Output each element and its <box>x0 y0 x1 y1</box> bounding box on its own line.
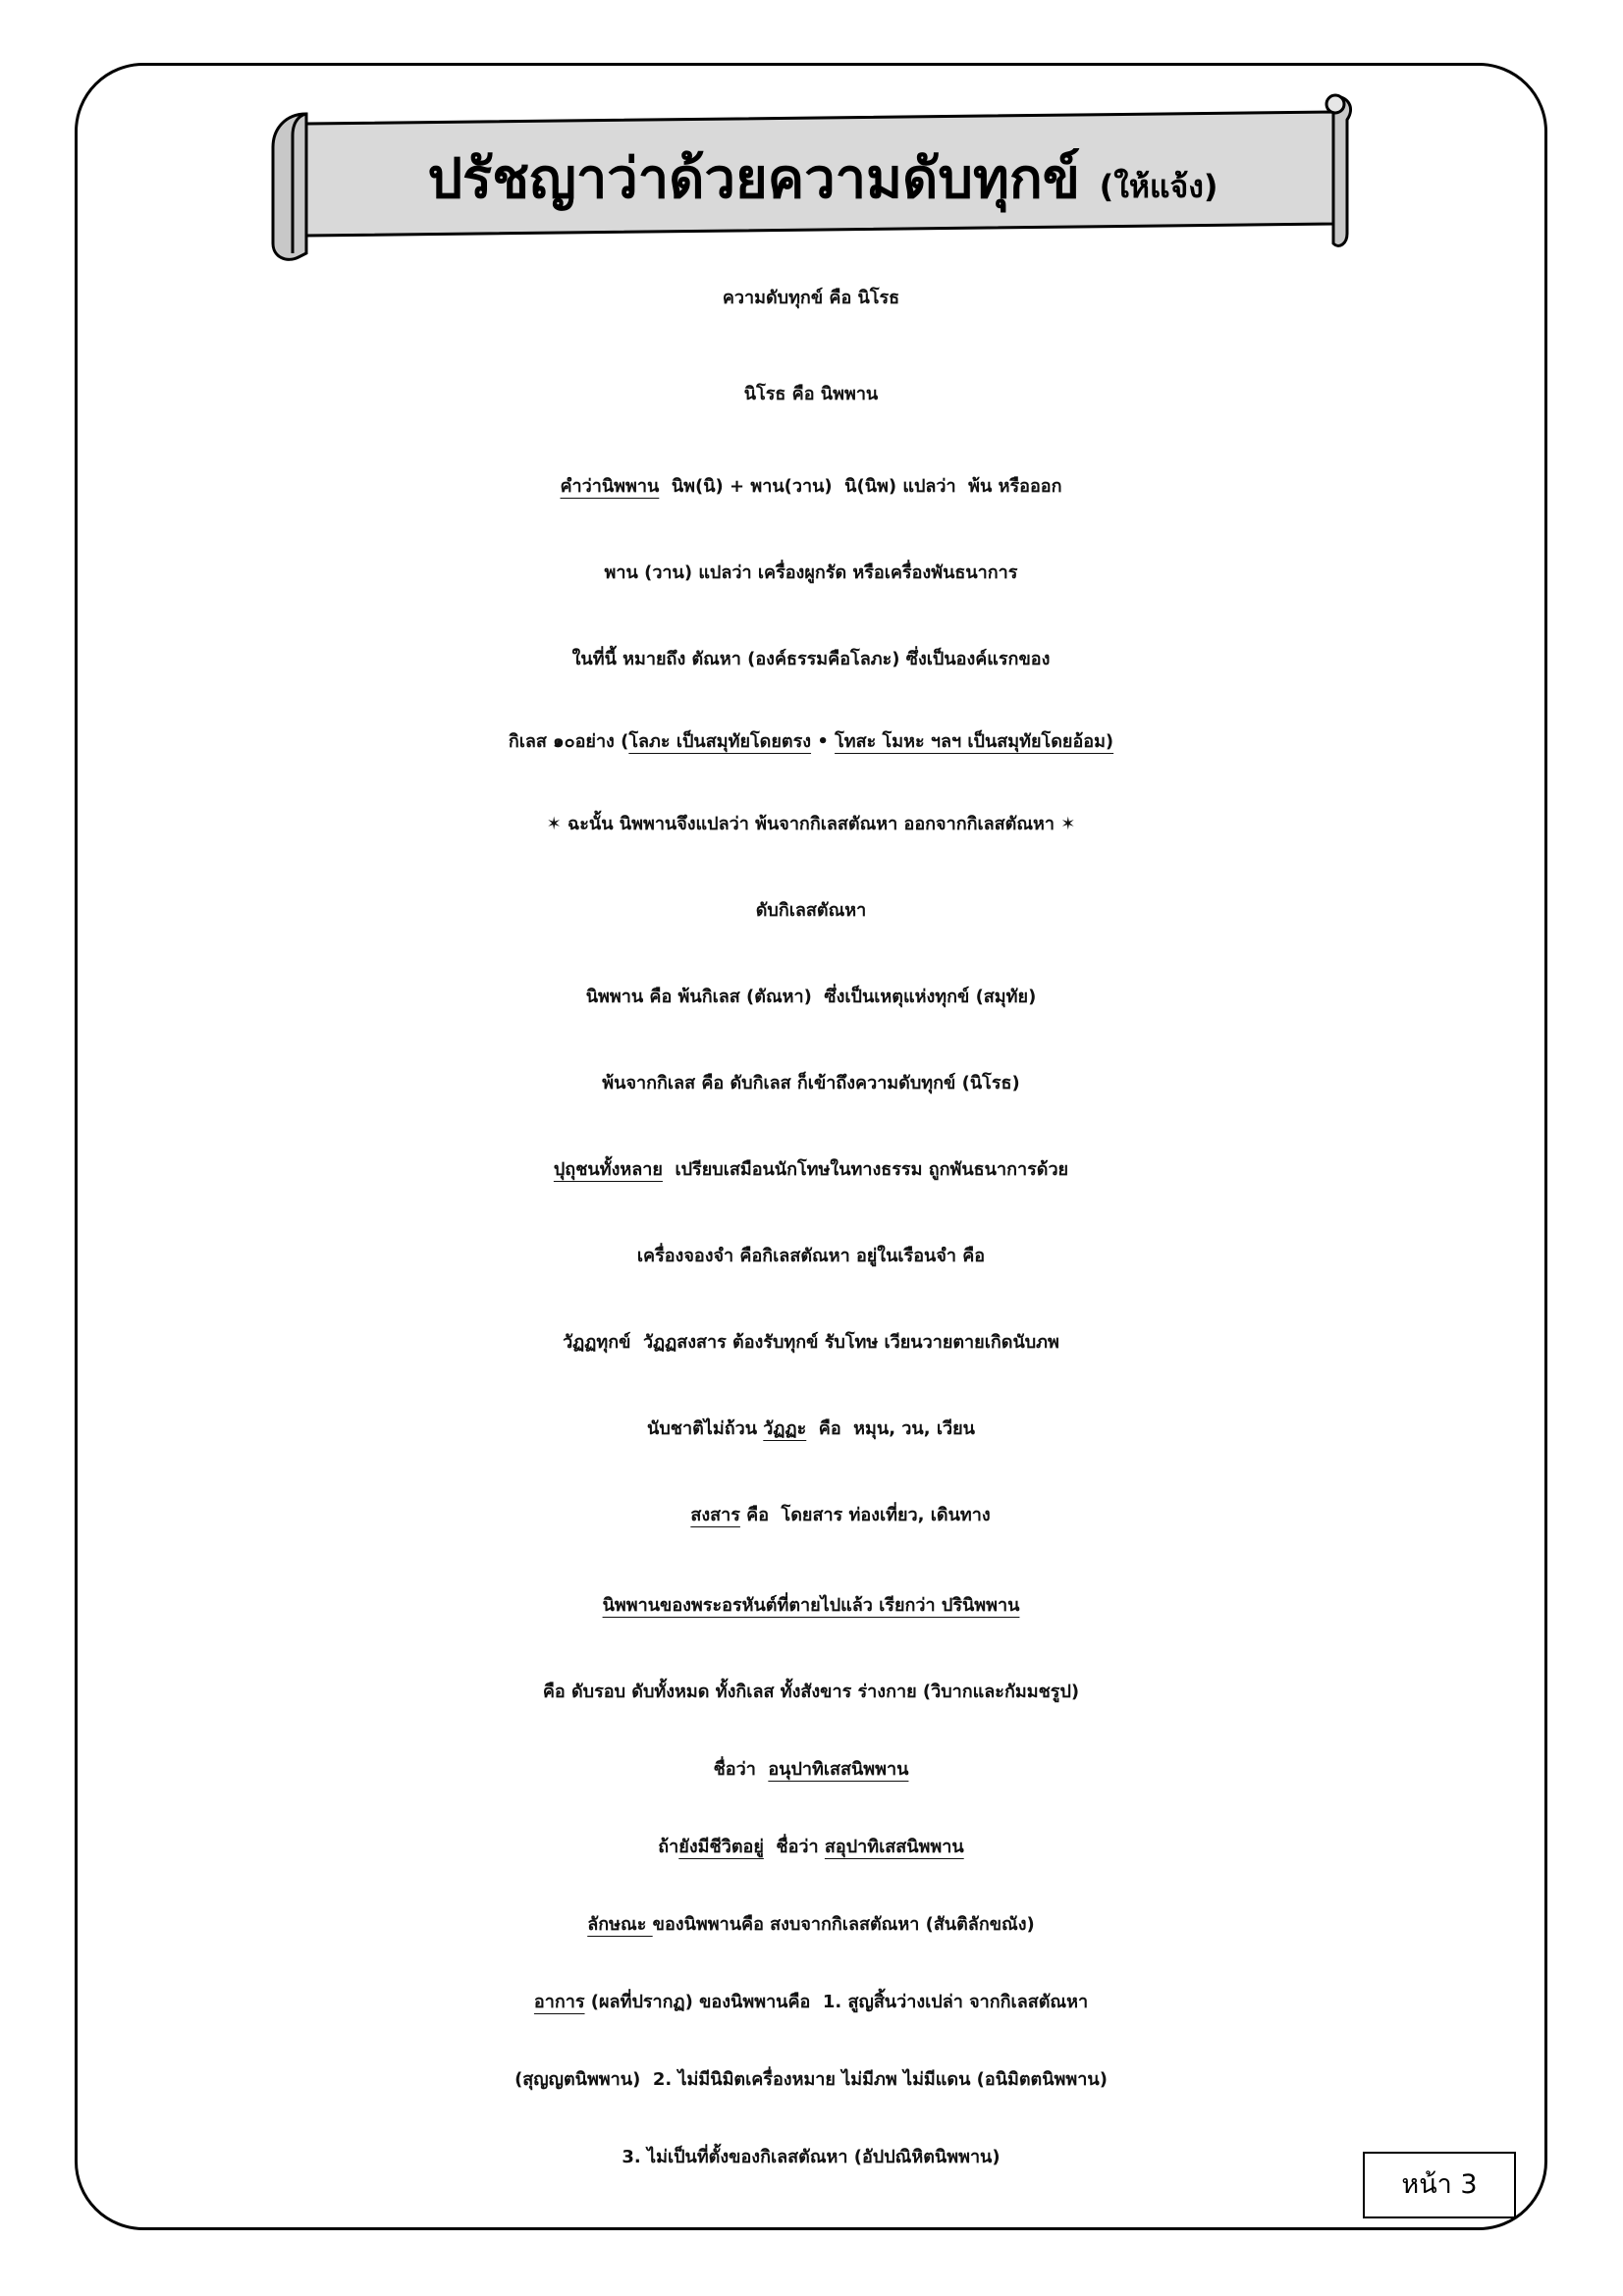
line-text: (ผลที่ปรากฏ) ของนิพพานคือ 1. สูญสิ้นว่างเปล่า จากกิเลสตัณหา <box>584 1992 1089 2012</box>
text-line <box>98 346 1524 444</box>
text-line <box>98 1213 1524 1300</box>
line-text: พ้นจากกิเลส คือ ดับกิเลส ก็เข้าถึงความดับทุกข์ (นิโรธ) <box>602 1073 1020 1094</box>
line-text: ชื่อว่า <box>713 1759 769 1780</box>
underlined-heading: นิพพานของพระอรหันต์ที่ตายไปแล้ว เรียกว่า ปรินิพพาน <box>602 1595 1020 1616</box>
underlined-term: อาการ <box>533 1992 585 2012</box>
line-text: นิโรธ คือ นิพพาน <box>743 384 879 404</box>
line-text: เปรียบเสมือนนักโทษในทางธรรม ถูกพันธนาการด้วย <box>662 1159 1069 1180</box>
page-title <box>371 140 1274 226</box>
text-line <box>98 954 1524 1041</box>
underlined-term: ลักษณะ <box>587 1914 653 1935</box>
line-text: คือ หมุน, วน, เวียน <box>806 1418 975 1439</box>
line-text: วัฏฏทุกข์ วัฏฏสงสาร ต้องรับทุกข์ รับโทษ เวียนวายตายเกิดนับภพ <box>563 1332 1059 1353</box>
text-line <box>98 251 1524 346</box>
text-line <box>98 2118 1524 2196</box>
text-line <box>98 616 1524 703</box>
text-line <box>98 1559 1524 1653</box>
line-text: คือ โดยสาร ท่องเที่ยว, เดินทาง <box>739 1505 991 1525</box>
line-text-with-star-icons: ✶ ฉะนั้น นิพพานจึงแปลว่า พ้นจากกิเลสตัณหา ออกจากกิเลสตัณหา ✶ <box>546 814 1076 834</box>
underlined-term: วัฏฏะ <box>763 1418 807 1439</box>
underlined-term: ยังมีชีวิตอยู่ <box>678 1837 764 1857</box>
page-number-box: หน้า 3 <box>1363 2152 1516 2218</box>
page-title-sub: (ให้แจ้ง) <box>1099 168 1218 205</box>
text-line <box>98 781 1524 868</box>
title-banner <box>263 86 1355 265</box>
line-text: เครื่องจองจำ คือกิเลสตัณหา อยู่ในเรือนจำ คือ <box>636 1246 986 1266</box>
text-line <box>98 1041 1524 1127</box>
line-text: ถ้า <box>658 1837 679 1857</box>
line-text: นิพพาน คือ พ้นกิเลส (ตัณหา) ซึ่งเป็นเหตุแห่งทุกข์ (สมุทัย) <box>585 987 1037 1007</box>
line-text: 3. ไม่เป็นที่ตั้งของกิเลสตัณหา (อัปปณิหิตนิพพาน) <box>622 2147 1001 2167</box>
line-text: นิพ(นิ) + พาน(วาน) นิ(นิพ) แปลว่า พ้น หรือออก <box>659 476 1062 497</box>
body-text <box>98 251 1524 2196</box>
line-text: ดับกิเลสตัณหา <box>755 900 867 921</box>
underlined-term: โทสะ โมหะ ฯลฯ เป็นสมุทัยโดยอ้อม) <box>835 731 1114 752</box>
text-line <box>98 1886 1524 1963</box>
text-line <box>98 868 1524 954</box>
underlined-term: ปุถุชนทั้งหลาย <box>553 1159 663 1180</box>
text-line <box>98 2041 1524 2118</box>
line-text: กิเลส ๑๐อย่าง ( <box>508 731 629 752</box>
page-title-main: ปรัชญาว่าด้วยความดับทุกข์ <box>427 147 1081 211</box>
text-line <box>98 1300 1524 1386</box>
text-line <box>98 1472 1524 1559</box>
line-text: นับชาติไม่ถ้วน <box>647 1418 764 1439</box>
line-text: พาน (วาน) แปลว่า เครื่องผูกรัด หรือเครื่องพันธนาการ <box>604 562 1018 583</box>
bullet-separator: • <box>811 731 836 752</box>
text-line <box>98 703 1524 781</box>
line-text: คือ ดับรอบ ดับทั้งหมด ทั้งกิเลส ทั้งสังขาร ร่างกาย (วิบากและกัมมชรูป) <box>542 1682 1080 1702</box>
line-text: ชื่อว่า <box>763 1837 825 1857</box>
text-line <box>98 1963 1524 2041</box>
line-text: ของนิพพานคือ สงบจากกิเลสตัณหา (สันติลักขณัง) <box>652 1914 1035 1935</box>
text-line <box>98 530 1524 616</box>
line-text: ความดับทุกข์ คือ นิโรธ <box>722 288 900 308</box>
line-text: (สุญญตนิพพาน) 2. ไม่มีนิมิตเครื่องหมาย ไม่มีภพ ไม่มีแดน (อนิมิตตนิพพาน) <box>514 2069 1108 2090</box>
line-text: ในที่นี้ หมายถึง ตัณหา (องค์ธรรมคือโลภะ) ซึ่งเป็นองค์แรกของ <box>571 649 1051 669</box>
text-line <box>98 1808 1524 1886</box>
text-line <box>98 1653 1524 1731</box>
text-line <box>98 1127 1524 1213</box>
underlined-term: สอุปาทิเสสนิพพาน <box>824 1837 964 1857</box>
text-line <box>98 1731 1524 1808</box>
underlined-term: คำว่านิพพาน <box>560 476 660 497</box>
text-line <box>98 1386 1524 1472</box>
underlined-term: โลภะ เป็นสมุทัยโดยตรง <box>628 731 812 752</box>
underlined-term: สงสาร <box>690 1505 740 1525</box>
underlined-term: อนุปาทิเสสนิพพาน <box>768 1759 909 1780</box>
text-line <box>98 444 1524 530</box>
